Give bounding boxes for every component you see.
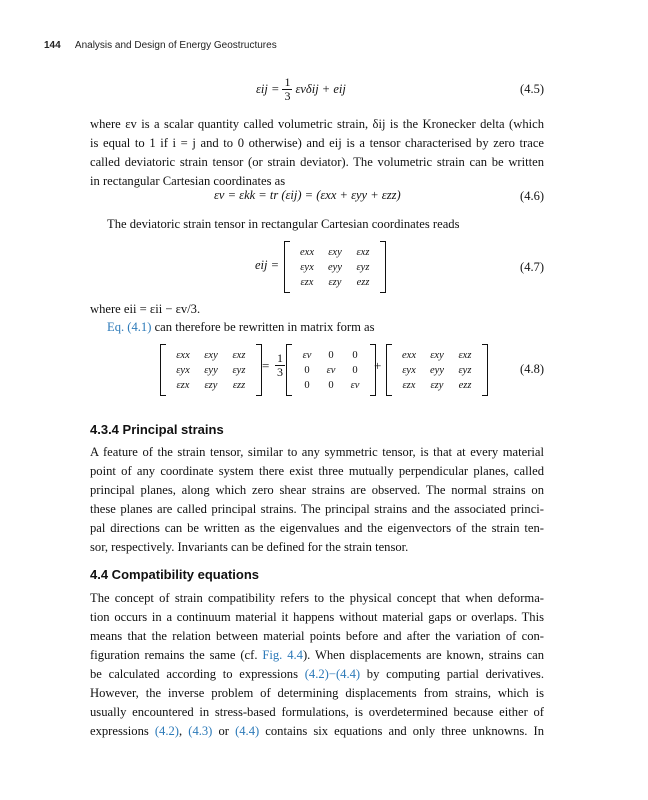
text-fragment: ). When displacements are known, strains can bbox=[302, 648, 544, 662]
paragraph-matrix-form bbox=[107, 320, 375, 335]
matrix-cell: εzy bbox=[430, 379, 444, 391]
text-line: The concept of strain compatibility refers to the physical concept that when deforma- bbox=[90, 591, 544, 605]
text-line: sor, respectively. Invariants can be defined for the strain tensor. bbox=[90, 540, 409, 554]
eq-4-3-link[interactable]: (4.3) bbox=[188, 724, 213, 738]
text-line bbox=[90, 722, 544, 741]
eq48-matrix-volumetric bbox=[286, 345, 376, 395]
matrix-grid bbox=[166, 348, 256, 393]
matrix-cell: εzx bbox=[176, 379, 190, 391]
matrix-cell: ezz bbox=[458, 379, 472, 391]
matrix-cell: εxy bbox=[204, 349, 218, 361]
matrix-cell: 0 bbox=[304, 364, 310, 376]
matrix-cell: εzy bbox=[328, 276, 342, 288]
eq-4-4-link[interactable]: (4.4) bbox=[235, 724, 260, 738]
text-fragment: figuration remains the same (cf. bbox=[90, 648, 263, 662]
paragraph-compatibility bbox=[90, 589, 544, 741]
matrix-cell: ezz bbox=[356, 276, 370, 288]
matrix-cell: εyz bbox=[356, 261, 370, 273]
eq-4-2-4-4-link[interactable]: (4.2)−(4.4) bbox=[304, 667, 361, 681]
bracket-right bbox=[380, 241, 386, 293]
matrix-cell: εyx bbox=[300, 261, 314, 273]
matrix-cell: exx bbox=[300, 246, 314, 258]
text-line bbox=[90, 665, 544, 684]
matrix-grid bbox=[292, 348, 370, 393]
matrix-cell: εzz bbox=[232, 379, 246, 391]
equation-4-5 bbox=[256, 76, 346, 103]
matrix-cell: εv bbox=[302, 349, 312, 361]
matrix-cell: εyz bbox=[232, 364, 246, 376]
text-line: pal directions can be written as the eigenvalues and the eigenvectors of the strain ten- bbox=[90, 521, 544, 535]
matrix-cell: eyy bbox=[430, 364, 444, 376]
matrix-cell: εyz bbox=[458, 364, 472, 376]
eq48-plus: + bbox=[374, 358, 382, 373]
text-line: called deviatoric strain tensor (or strain deviator). The volumetric strain can be written bbox=[90, 155, 544, 169]
bracket-right bbox=[482, 344, 488, 396]
paragraph-text: can therefore be rewritten in matrix form as bbox=[151, 320, 375, 334]
eq48-number: (4.8) bbox=[520, 362, 544, 376]
matrix-cell: 0 bbox=[352, 364, 358, 376]
eq-4-1-link[interactable]: Eq. (4.1) bbox=[107, 320, 152, 334]
eq47-number: (4.7) bbox=[520, 260, 544, 274]
text-line: A feature of the strain tensor, similar to any symmetric tensor, is that at every material bbox=[90, 445, 544, 459]
eq45-frac-num: 1 bbox=[284, 75, 291, 89]
matrix-cell: εv bbox=[326, 364, 336, 376]
text-line bbox=[90, 646, 544, 665]
text-line: However, the inverse problem of determining displacements from strains, which is bbox=[90, 686, 544, 700]
text-fragment: be calculated according to expressions bbox=[90, 667, 305, 681]
page-number: 144 bbox=[44, 40, 61, 51]
matrix-cell: εv bbox=[350, 379, 360, 391]
matrix-cell: εyx bbox=[176, 364, 190, 376]
paragraph-deviatoric: The deviatoric strain tensor in rectangular Cartesian coordinates reads bbox=[107, 217, 460, 231]
eq48-matrix-strain bbox=[160, 345, 262, 395]
text-fragment: by computing partial derivatives. bbox=[360, 667, 544, 681]
matrix-cell: εzx bbox=[402, 379, 416, 391]
matrix-cell: εxz bbox=[458, 349, 472, 361]
eq45-fraction bbox=[282, 76, 292, 103]
text-fragment: or bbox=[212, 724, 236, 738]
section-heading-principal-strains: 4.3.4 Principal strains bbox=[90, 422, 224, 437]
eq45-rhs: εvδij + eij bbox=[295, 82, 346, 96]
eq46-number: (4.6) bbox=[520, 189, 544, 203]
eq48-frac-den: 3 bbox=[277, 365, 283, 379]
matrix-cell: εxz bbox=[232, 349, 246, 361]
text-line: where εv is a scalar quantity called volumetric strain, δij is the Kronecker delta (which bbox=[90, 117, 544, 131]
matrix-grid bbox=[392, 348, 482, 393]
matrix-cell: εxy bbox=[328, 246, 342, 258]
section-heading-compatibility: 4.4 Compatibility equations bbox=[90, 567, 260, 582]
matrix-cell: εyy bbox=[204, 364, 218, 376]
matrix-cell: εxx bbox=[176, 349, 190, 361]
eq48-matrix-deviatoric bbox=[386, 345, 488, 395]
matrix-grid bbox=[290, 245, 380, 290]
text-line: tion occurs in a continuum material it happens without material gaps or overlaps. This bbox=[90, 610, 544, 624]
eq45-number: (4.5) bbox=[520, 82, 544, 96]
text-line: is equal to 1 if i = j and to 0 otherwise) and eij is a tensor characterised by zero trace bbox=[90, 136, 544, 150]
matrix-cell: εxz bbox=[356, 246, 370, 258]
running-title: Analysis and Design of Energy Geostructures bbox=[74, 40, 277, 51]
fig-4-4-link[interactable]: Fig. 4.4 bbox=[262, 648, 303, 662]
text-line: in rectangular Cartesian coordinates as bbox=[90, 174, 286, 188]
running-header bbox=[44, 40, 277, 51]
text-line: these planes are called principal strains. The principal strains and the associated princi- bbox=[90, 502, 544, 516]
text-line: usually encountered in stress-based formulations, is overdetermined because either of bbox=[90, 705, 544, 719]
equation-4-6: εv = εkk = tr (εij) = (εxx + εyy + εzz) bbox=[214, 188, 401, 202]
matrix-cell: 0 bbox=[304, 379, 310, 391]
matrix-cell: εxy bbox=[430, 349, 444, 361]
text-fragment: expressions bbox=[90, 724, 155, 738]
eq48-equals: = bbox=[262, 358, 270, 373]
paragraph-where-eii: where eii = εii − εv/3. bbox=[90, 302, 201, 316]
eq48-fraction bbox=[275, 352, 285, 379]
eq-4-2-link[interactable]: (4.2) bbox=[154, 724, 179, 738]
eq45-lhs: εij = bbox=[256, 82, 280, 96]
text-fragment: contains six equations and only three unknowns. In bbox=[259, 724, 545, 738]
text-line: means that the relation between material points before and after the variation of con- bbox=[90, 629, 544, 643]
matrix-cell: 0 bbox=[328, 379, 334, 391]
matrix-cell: 0 bbox=[328, 349, 334, 361]
eq48-frac-num: 1 bbox=[277, 351, 283, 365]
eq47-matrix bbox=[284, 242, 386, 292]
matrix-cell: exx bbox=[402, 349, 416, 361]
eq47-lhs: eij = bbox=[255, 258, 280, 272]
paragraph-principal-strains bbox=[90, 443, 544, 557]
matrix-cell: 0 bbox=[352, 349, 358, 361]
text-line: point of any coordinate system there exist three mutually perpendicular planes, called bbox=[90, 464, 544, 478]
text-fragment: , bbox=[179, 724, 189, 738]
matrix-cell: εzx bbox=[300, 276, 314, 288]
matrix-cell: εzy bbox=[204, 379, 218, 391]
eq45-frac-den: 3 bbox=[284, 89, 291, 103]
matrix-cell: eyy bbox=[328, 261, 342, 273]
text-line: principal planes, along which zero shear strains are observed. The normal strains on bbox=[90, 483, 544, 497]
paragraph-volumetric bbox=[90, 115, 544, 191]
matrix-cell: εyx bbox=[402, 364, 416, 376]
